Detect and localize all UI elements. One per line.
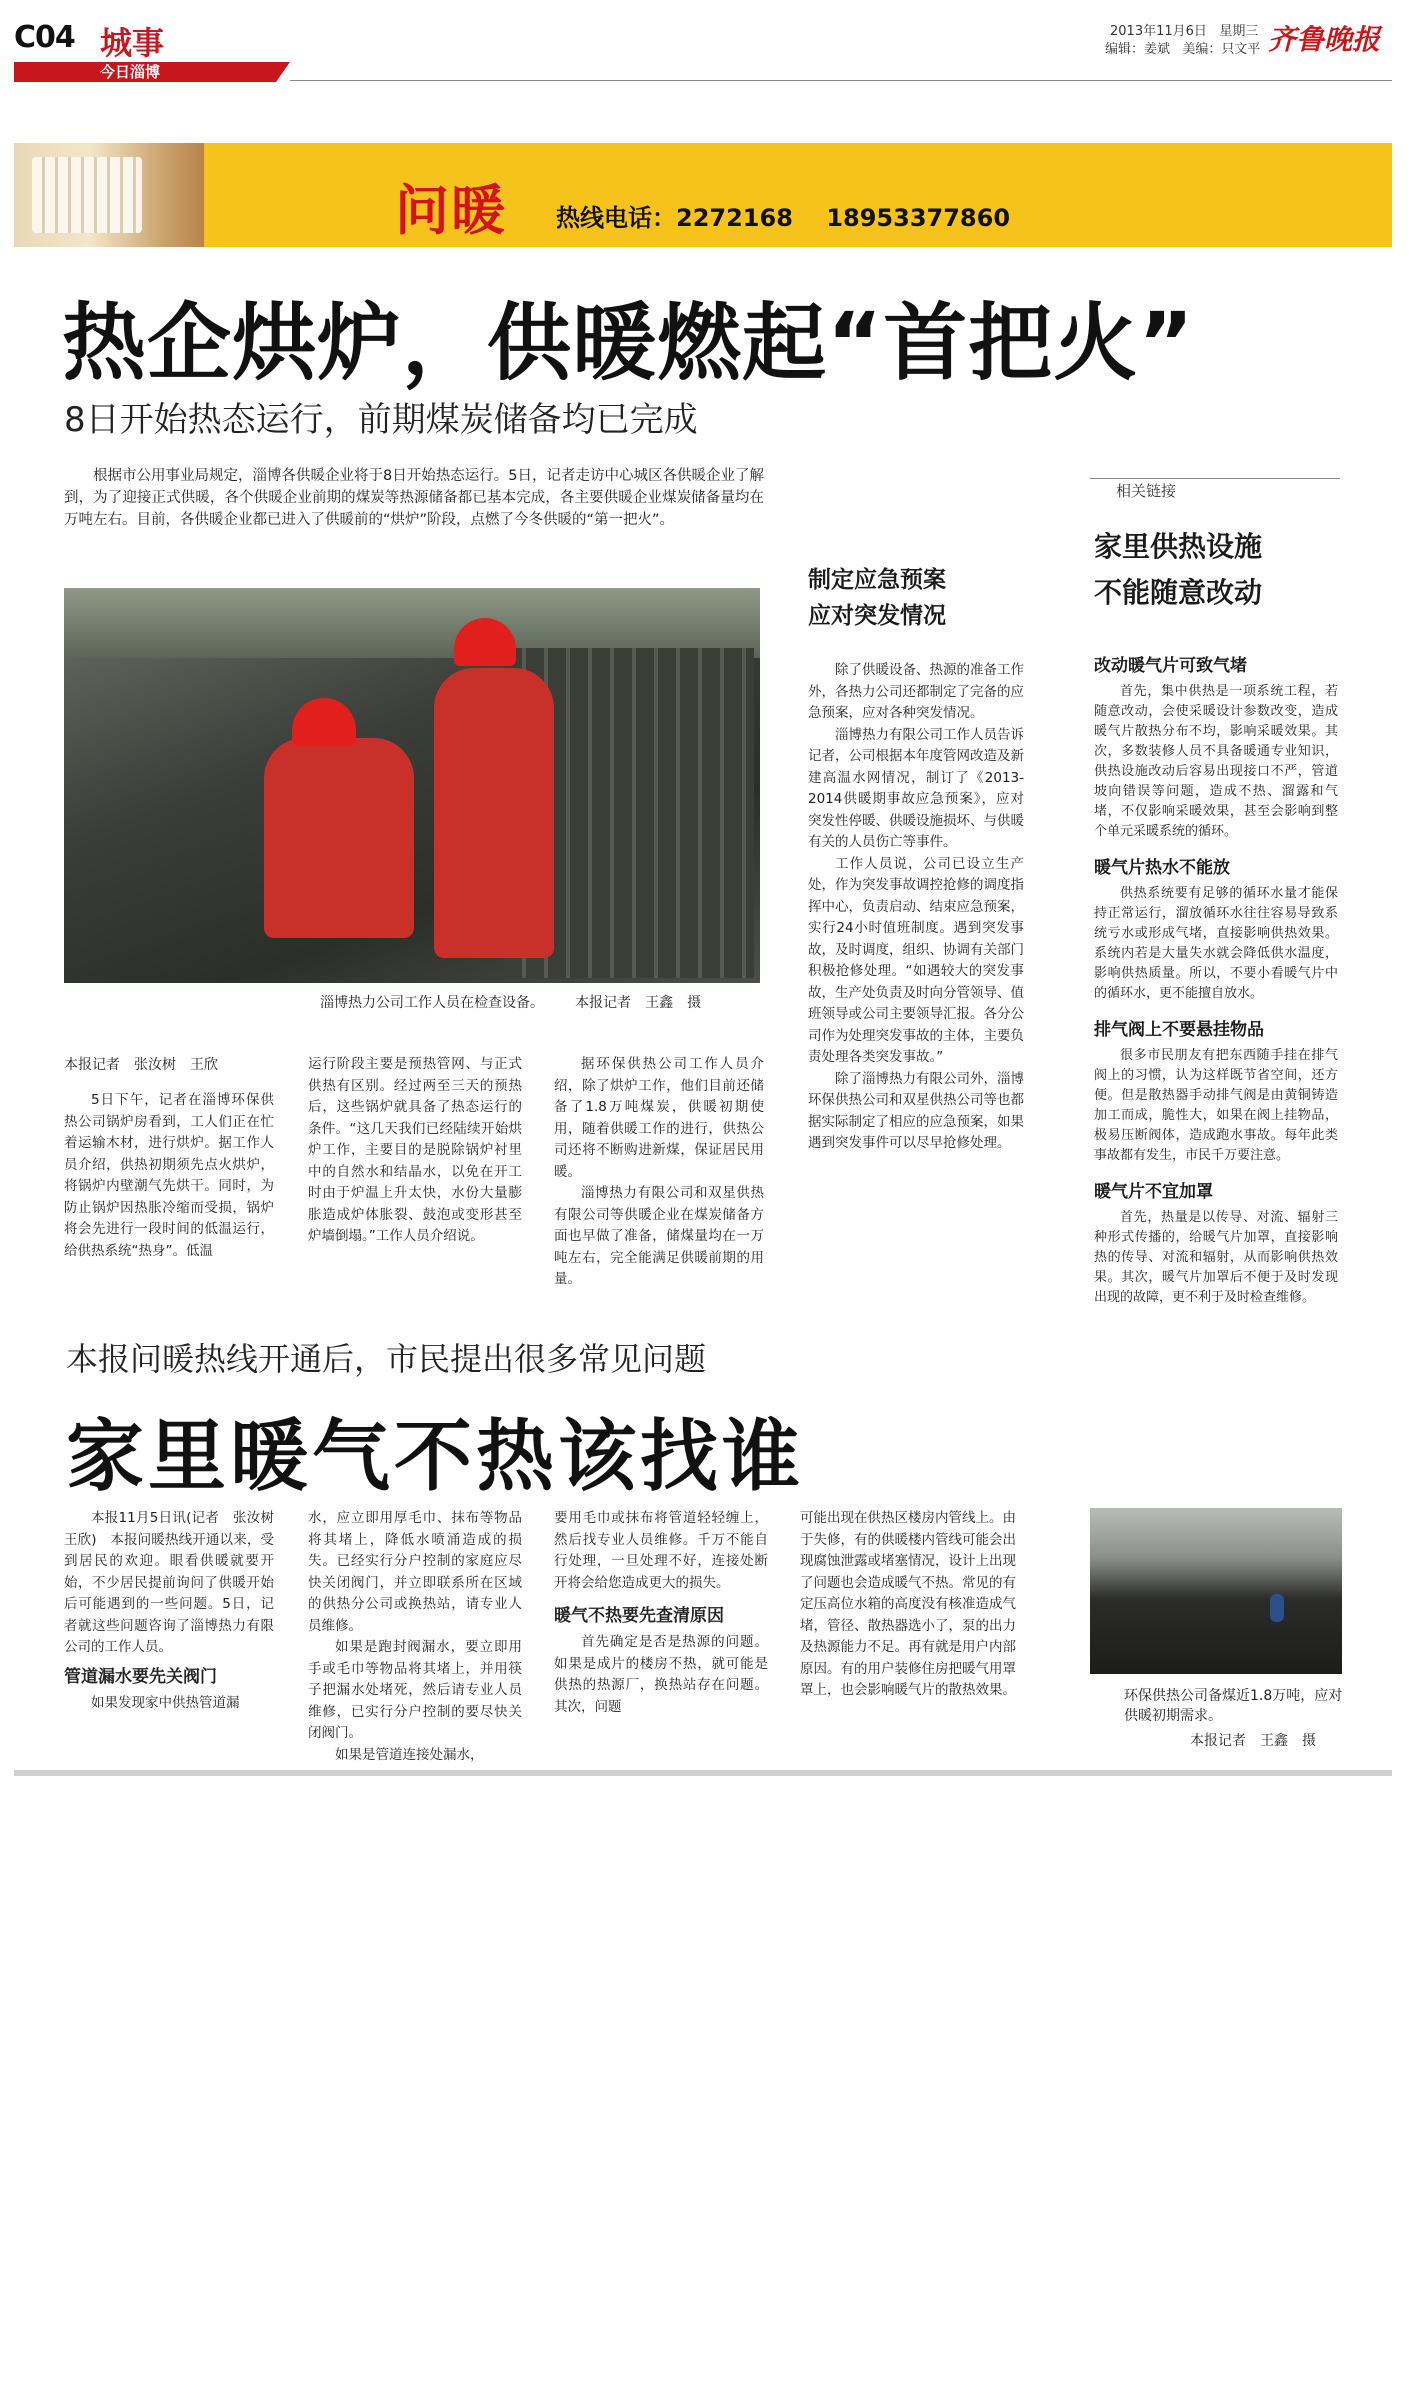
emergency-p1: 除了供暖设备、热源的准备工作外，各热力公司还都制定了完备的应急预案，应对各种突发情况。 bbox=[808, 662, 1024, 721]
article1-col1 bbox=[64, 1090, 274, 1262]
section-title: 城事 bbox=[100, 24, 165, 62]
article1-photo bbox=[64, 588, 760, 983]
lead-paragraph: 根据市公用事业局规定，淄博各供暖企业将于8日开始热态运行。5日，记者走访中心城区各供暖企业了解到，为了迎接正式供暖，各个供暖企业前期的煤炭等热源储备都已基本完成，各主要供暖企业煤炭储备量均在万吨左右。目前，各供暖企业都已进入了供暖前的“烘炉”阶段，点燃了今冬供暖的“第一把火”。 bbox=[64, 468, 764, 528]
article2-col4 bbox=[800, 1508, 1016, 1702]
date: 2013年11月6日 bbox=[1110, 24, 1207, 39]
col3-text-b: 淄博热力有限公司和双星供热有限公司等供暖企业在煤炭储备方面也早做了准备，储煤量均在一万吨左右，完全能满足供暖前期的用量。 bbox=[554, 1185, 764, 1287]
hardhat-1 bbox=[292, 698, 356, 746]
sidebar-tag-rule bbox=[1090, 478, 1340, 479]
article2-kicker: 本报问暖热线开通后，市民提出很多常见问题 bbox=[66, 1340, 707, 1378]
masthead-rule bbox=[290, 80, 1392, 81]
bottom-rule bbox=[14, 1770, 1392, 1776]
sidebar-tag: 相关链接 bbox=[1112, 480, 1180, 501]
page-number: C04 bbox=[14, 20, 75, 55]
photo-caption bbox=[320, 992, 701, 1012]
emergency-p2: 淄博热力有限公司工作人员告诉记者，公司根据本年度管网改造及新建高温水网情况，制订了《2013-2014供暖期事故应急预案》，应对突发性停暖、供暖设施损坏、与供暖有关的人员伤亡等事件。 bbox=[808, 726, 1024, 850]
article1-byline: 本报记者 张汝树 王欣 bbox=[64, 1057, 218, 1073]
article2-col2 bbox=[308, 1508, 522, 1766]
hotline-phone-1: 2272168 bbox=[676, 204, 793, 232]
sidebar-s4-title: 暖气片不宜加罩 bbox=[1094, 1182, 1213, 1202]
banner-hotline bbox=[556, 198, 1010, 233]
a2-col4-p1: 可能出现在供热区楼房内管线上。由于失修，有的供暖楼内管线可能会出现腐蚀泄露或堵塞情况，设计上出现了问题也会造成暖气不热。常见的有定压高位水箱的高度没有核准造成气堵，管径、散热器选小了，泵的出力及热源能力不足。再有就是用户内部原因。有的用户装修住房把暖气用罩罩上，也会影响暖气片的散热效果。 bbox=[800, 1510, 1016, 1698]
emergency-p3: 工作人员说，公司已设立生产处，作为突发事故调控抢修的调度指挥中心，负责启动、结束应急预案，实行24小时值班制度。遇到突发事故，及时调度，组织、协调有关部门积极抢修处理。“如遇较大的突发事故，生产处负责及时向分管领导、值班领导或公司主要领导汇报。各分公司作为处理突发事故的主体，主要负责处理各类突发事故。” bbox=[808, 855, 1024, 1065]
article2-headline: 家里暖气不热该找谁 bbox=[66, 1412, 805, 1502]
subsection-label: 今日淄博 bbox=[100, 63, 161, 81]
sidebar-s3-text: 很多市民朋友有把东西随手挂在排气阀上的习惯，认为这样既节省空间，还方便。但是散热器手动排气阀是由黄铜铸造加工而成，脆性大，如果在阀上挂物品，极易压断阀体，造成跑水事故。每年此类事故都有发生，市民千万要注意。 bbox=[1094, 1048, 1338, 1163]
editor-line bbox=[1105, 38, 1260, 57]
hotline-phone-2: 18953377860 bbox=[826, 204, 1011, 232]
worker-1 bbox=[264, 738, 414, 938]
a2-col2-p3: 如果是管道连接处漏水， bbox=[335, 1746, 484, 1763]
sidebar-s1-title: 改动暖气片可致气堵 bbox=[1094, 656, 1247, 676]
editor: 编辑：姜斌 bbox=[1105, 42, 1171, 57]
sidebar-column bbox=[1094, 648, 1338, 1308]
col1-text: 5日下午，记者在淄博环保供热公司锅炉房看到，工人们正在忙着运输木材，进行烘炉。据工作人员介绍，供热初期须先点火烘炉，将锅炉内壁潮气先烘干。同时，为防止锅炉因热胀冷缩而受损，锅炉将会先进行一段时间的低温运行，给供热系统“热身”。低温 bbox=[64, 1092, 274, 1259]
a2-col1-sub: 管道漏水要先关阀门 bbox=[64, 1666, 217, 1687]
worker-on-coal bbox=[1270, 1594, 1284, 1622]
caption-credit: 本报记者 王鑫 摄 bbox=[575, 995, 702, 1011]
designer: 美编：只文平 bbox=[1182, 42, 1261, 57]
radiator-icon bbox=[32, 157, 142, 233]
hotline-label: 热线电话： bbox=[556, 204, 676, 232]
article1-lead bbox=[64, 465, 764, 531]
sidebar-headline: 家里供热设施 不能随意改动 bbox=[1094, 530, 1263, 609]
red-bar-tip bbox=[276, 62, 290, 82]
emergency-p4: 除了淄博热力有限公司外，淄博环保供热公司和双星供热公司等也都据实际制定了相应的应急预案，如果遇到突发事件可以尽早抢修处理。 bbox=[808, 1070, 1024, 1151]
article2-col3 bbox=[554, 1508, 768, 1718]
article1-col2 bbox=[308, 1054, 522, 1248]
coal-photo-caption: 环保供热公司备煤近1.8万吨，应对供暖初期需求。 bbox=[1124, 1688, 1343, 1724]
a2-col3-p1: 要用毛巾或抹布将管道轻轻缠上，然后找专业人员维修。千万不能自行处理，一旦处理不好，连接处断开将会给您造成更大的损失。 bbox=[554, 1510, 768, 1591]
a2-col2-p1: 水，应立即用厚毛巾、抹布等物品将其堵上，降低水喷涌造成的损失。已经实行分户控制的家庭应尽快关闭阀门，并立即联系所在区域的供热分公司或换热站，请专业人员维修。 bbox=[308, 1510, 522, 1634]
sidebar-s3-title: 排气阀上不要悬挂物品 bbox=[1094, 1020, 1264, 1040]
caption-text: 淄博热力公司工作人员在检查设备。 bbox=[320, 995, 544, 1011]
col2-text: 运行阶段主要是预热管网、与正式供热有区别。经过两至三天的预热后，这些锅炉就具备了热态运行的条件。“这几天我们已经陆续开始烘炉工作，主要目的是脱除锅炉衬里中的自然水和结晶水，以免在开工时由于炉温上升太快，水份大量膨胀造成炉体胀裂、鼓泡或变形甚至炉墙倒塌。”工作人员介绍说。 bbox=[308, 1056, 522, 1244]
col3-text-a: 据环保供热公司工作人员介绍，除了烘炉工作，他们目前还储备了1.8万吨煤炭，供暖初期使用，随着供暖工作的进行，供热公司还将不断购进新煤，保证居民用暖。 bbox=[554, 1056, 764, 1180]
emergency-column bbox=[808, 660, 1024, 1155]
sidebar-s2-text: 供热系统要有足够的循环水量才能保持正常运行，溜放循环水往往容易导致系统亏水或形成气堵，直接影响供热效果。系统内若是大量失水就会降低供水温度，影响供热质量。所以，不要小看暖气片中的循环水，更不能擅自放水。 bbox=[1094, 886, 1338, 1001]
article2-col1 bbox=[64, 1508, 288, 1714]
emergency-heading: 制定应急预案 应对突发情况 bbox=[808, 567, 946, 629]
sidebar-s1-text: 首先，集中供热是一项系统工程，若随意改动，会使采暖设计参数改变，造成暖气片散热分布不均，影响采暖效果。其次，多数装修人员不具备暖通专业知识，供热设施改动后容易出现接口不严，管道坡向错误等问题，造成不热、溜露和气堵，不仅影响采暖效果，甚至会影响到整个单元采暖系统的循环。 bbox=[1094, 684, 1338, 839]
article1-headline: 热企烘炉，供暖燃起“首把火” bbox=[62, 294, 1195, 392]
coal-photo bbox=[1090, 1508, 1342, 1674]
sidebar-s4-text: 首先，热量是以传导、对流、辐射三种形式传播的，给暖气片加罩，直接影响热的传导、对流和辐射，从而影响供热效果。其次，暖气片加罩后不便于及时发现出现的故障，更不利于及时检查维修。 bbox=[1094, 1210, 1338, 1305]
a2-col2-p2: 如果是跑封阀漏水，要立即用手或毛巾等物品将其堵上，并用筷子把漏水处堵死，然后请专业人员维修，已实行分户控制的要尽快关闭阀门。 bbox=[308, 1639, 522, 1741]
banner-title: 问暖 bbox=[395, 179, 507, 242]
worker-2 bbox=[434, 668, 554, 958]
newspaper-logo: 齐鲁晚报 bbox=[1268, 23, 1381, 56]
sidebar-s2-title: 暖气片热水不能放 bbox=[1094, 858, 1230, 878]
article1-subheadline: 8日开始热态运行，前期煤炭储备均已完成 bbox=[64, 400, 698, 440]
a2-col1-p2: 如果发现家中供热管道漏 bbox=[91, 1694, 240, 1711]
a2-col3-sub: 暖气不热要先查清原因 bbox=[554, 1606, 724, 1626]
a2-col3-p2: 首先确定是否是热源的问题。如果是成片的楼房不热，就可能是供热的热源厂，换热站存在问题。其次，问题 bbox=[554, 1634, 768, 1715]
coal-photo-credit: 本报记者 王鑫 摄 bbox=[1190, 1733, 1316, 1749]
radiator-photo bbox=[14, 143, 204, 247]
date-line bbox=[1110, 20, 1258, 39]
article1-col3 bbox=[554, 1054, 764, 1291]
weekday: 星期三 bbox=[1219, 24, 1259, 39]
a2-col1-p1: 本报11月5日讯(记者 张汝树 王欣) 本报问暖热线开通以来，受到居民的欢迎。眼看供暖就要开始，不少居民提前询问了供暖开始后可能遇到的一些问题。5日，记者就这些问题咨询了淄博热力有限公司的工作人员。 bbox=[64, 1510, 288, 1655]
